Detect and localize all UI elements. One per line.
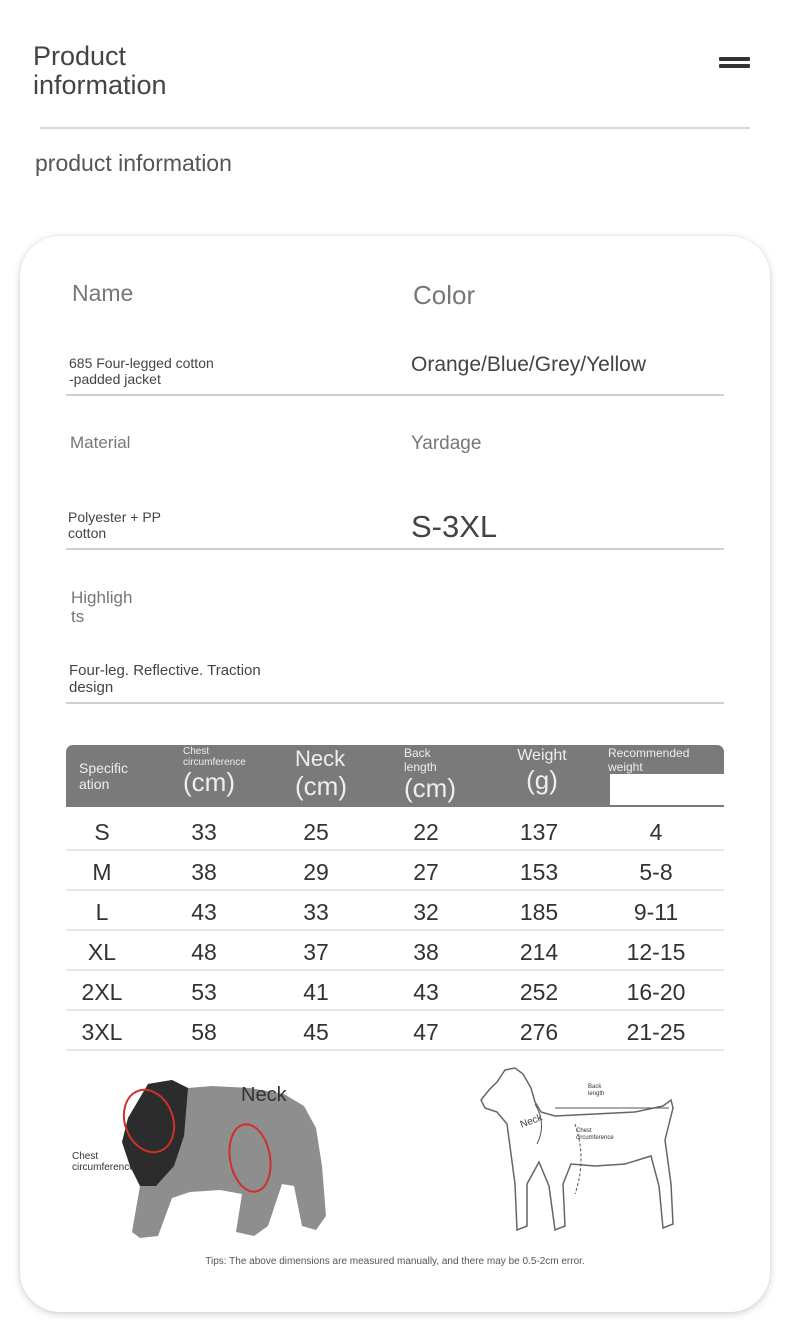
header-weight-unit: (g) (526, 765, 558, 795)
dog-back-length-label (588, 1084, 604, 1098)
material-value (68, 509, 161, 541)
cell-weight: 276 (519, 1019, 559, 1045)
cell-weight: 214 (519, 939, 559, 965)
header-rec-line1: Recommended (608, 746, 690, 760)
table-row (66, 971, 724, 1011)
cell-chest: 38 (191, 859, 217, 885)
yardage-value: S-3XL (411, 509, 498, 544)
highlights-label-line1: Highligh (71, 588, 133, 607)
cell-rec: 5-8 (639, 859, 673, 885)
chest-circumference-label (72, 1151, 135, 1173)
cell-size: XL (87, 939, 117, 965)
header-divider (40, 127, 750, 129)
material-value-line2: cotton (68, 525, 107, 541)
table-row (66, 931, 724, 971)
section-title: product information (35, 150, 232, 176)
dog-back-line1: Back (588, 1084, 602, 1090)
cell-size: S (94, 819, 110, 845)
cell-back: 38 (413, 939, 439, 965)
cell-weight: 185 (519, 899, 559, 925)
table-row (66, 811, 724, 851)
header-back (404, 746, 456, 802)
product-card (20, 236, 770, 1312)
header-neck (295, 746, 347, 800)
header-back-line2: length (404, 760, 437, 774)
header-chest-unit: (cm) (183, 767, 235, 797)
header-chest-line2: circumference (183, 757, 246, 768)
highlights-value-line2: design (69, 679, 114, 696)
divider (66, 702, 724, 704)
header-blank-box (610, 774, 724, 805)
header-back-line1: Back (404, 746, 431, 760)
header-chest (183, 746, 246, 796)
tips-note: Tips: The above dimensions are measured manually, and there may be 0.5-2cm error. (205, 1256, 585, 1267)
highlights-value-line1: Four-leg. Reflective. Traction (69, 662, 261, 679)
highlights-label (71, 588, 132, 626)
header-neck-label: Neck (295, 746, 346, 771)
cell-weight: 153 (519, 859, 559, 885)
cell-size: M (92, 859, 112, 885)
table-row (66, 891, 724, 931)
color-label: Color (413, 280, 476, 310)
divider (66, 394, 724, 396)
header-rec-line2: weight (608, 760, 643, 774)
cell-chest: 48 (191, 939, 217, 965)
menu-icon[interactable] (719, 57, 750, 75)
cell-rec: 12-15 (626, 939, 686, 965)
cell-rec: 9-11 (633, 899, 679, 925)
cell-chest: 53 (191, 979, 217, 1005)
cell-back: 43 (413, 979, 439, 1005)
cell-neck: 37 (303, 939, 329, 965)
dog-outline (481, 1068, 673, 1230)
header-chest-line1: Chest (183, 746, 210, 757)
dog-neck-label: Neck (518, 1112, 544, 1131)
chest-label-line2: circumference (72, 1162, 135, 1173)
cell-neck: 45 (303, 1019, 329, 1045)
cell-neck: 25 (303, 819, 329, 845)
dog-chest-line1: Chest (576, 1128, 592, 1134)
page-title (33, 42, 167, 100)
cell-chest: 33 (191, 819, 217, 845)
material-value-line1: Polyester + PP (68, 509, 161, 525)
header-specification (79, 760, 128, 792)
header-back-unit: (cm) (404, 773, 456, 803)
cell-back: 22 (413, 819, 439, 845)
cell-weight: 252 (519, 979, 559, 1005)
material-label: Material (70, 433, 131, 452)
header-recommended-weight (608, 746, 689, 774)
chest-label-line1: Chest (72, 1151, 99, 1162)
cell-neck: 29 (303, 859, 329, 885)
dog-measure-diagram (475, 1064, 685, 1244)
page-title-line1: Product (33, 41, 127, 71)
yardage-label: Yardage (411, 433, 482, 454)
table-row (66, 851, 724, 891)
cell-back: 47 (413, 1019, 439, 1045)
cell-neck: 33 (303, 899, 329, 925)
row-divider (66, 1049, 724, 1051)
cell-neck: 41 (303, 979, 329, 1005)
name-value-line1: 685 Four-legged cotton (69, 355, 214, 371)
color-value: Orange/Blue/Grey/Yellow (411, 353, 647, 376)
name-value (69, 355, 214, 387)
name-label: Name (72, 280, 134, 306)
highlights-label-line2: ts (71, 607, 85, 626)
neck-label: Neck (241, 1084, 287, 1106)
cell-size: 2XL (81, 979, 123, 1005)
highlights-value (69, 662, 261, 696)
cell-rec: 4 (649, 819, 663, 845)
header-weight-label: Weight (517, 747, 567, 764)
header-neck-unit: (cm) (295, 771, 347, 801)
cell-rec: 16-20 (626, 979, 686, 1005)
dog-chest-label (576, 1128, 614, 1142)
size-table-header (66, 745, 724, 807)
cell-size: 3XL (81, 1019, 123, 1045)
header-weight (516, 746, 568, 794)
header-spec-line1: Specific (79, 760, 129, 776)
header-spec-line2: ation (79, 776, 110, 792)
cell-chest: 43 (191, 899, 217, 925)
name-value-line2: -padded jacket (69, 371, 161, 387)
divider (66, 548, 724, 550)
cell-chest: 58 (191, 1019, 217, 1045)
cell-back: 32 (413, 899, 439, 925)
cell-rec: 21-25 (626, 1019, 686, 1045)
table-row (66, 1011, 724, 1051)
dog-back-line2: length (588, 1091, 605, 1097)
page-title-line2: information (33, 70, 167, 100)
dog-chest-line2: circumference (576, 1135, 614, 1141)
cell-size: L (95, 899, 109, 925)
cell-weight: 137 (519, 819, 559, 845)
cell-back: 27 (413, 859, 439, 885)
